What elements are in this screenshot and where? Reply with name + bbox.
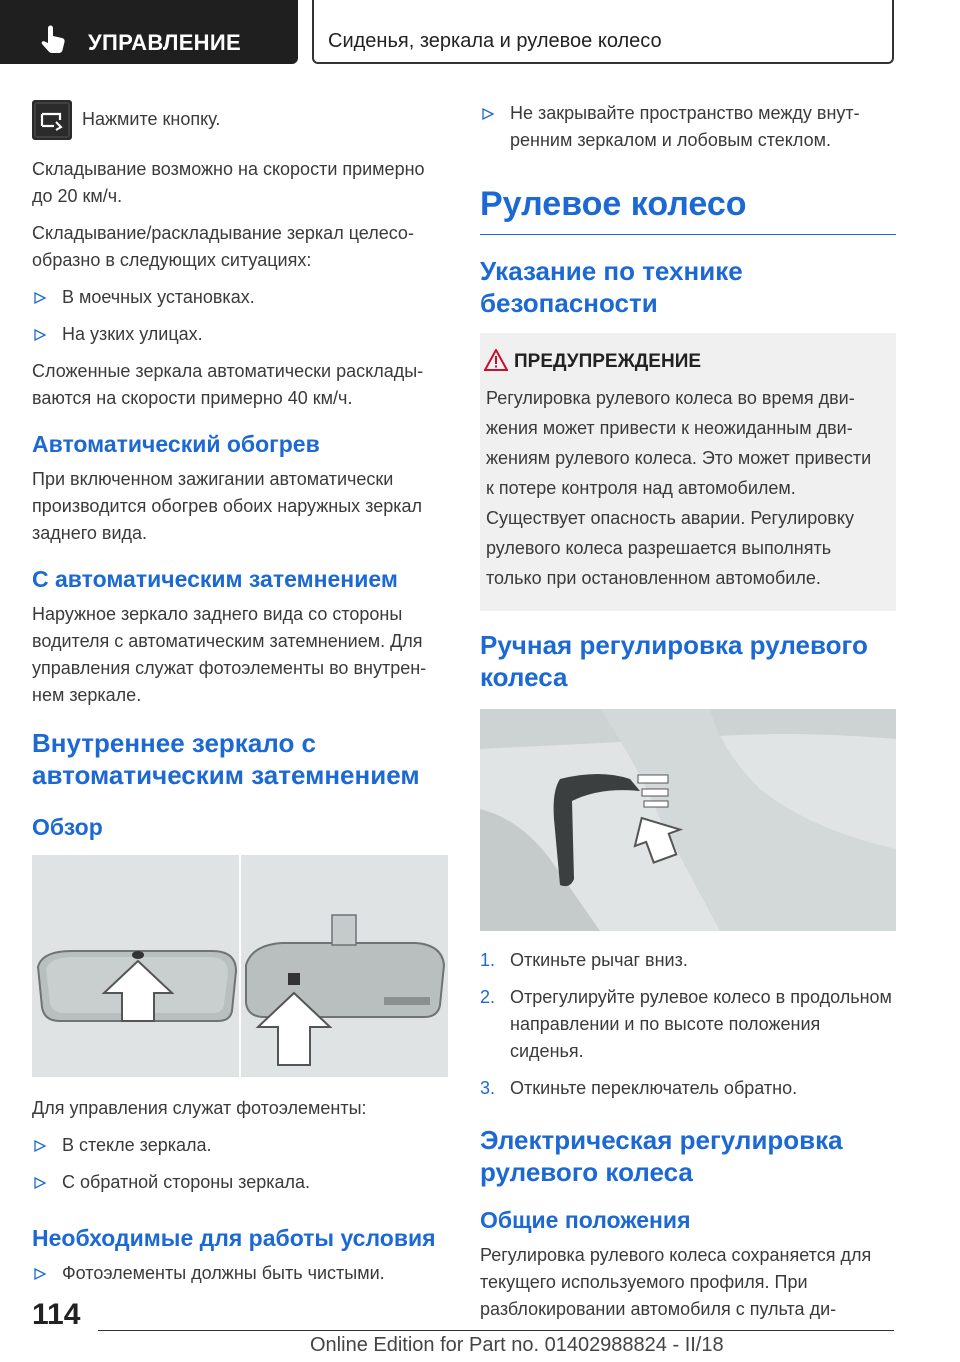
page-number: 114 [32, 1298, 81, 1331]
photo-cells-text: Для управления служат фотоэлементы: [32, 1098, 367, 1118]
heading-inner-mirror: Внутреннее зеркало с автоматическим затемнением [32, 728, 420, 790]
heading-steering-wheel: Рулевое колесо [480, 184, 896, 235]
list-item: 3. Откиньте переключатель обратно. [480, 1078, 798, 1098]
heading-dimming: С автоматическим затемнением [32, 566, 398, 592]
right-column [480, 100, 896, 1333]
header-section-tab [0, 0, 298, 64]
dimming-text: Наружное зеркало заднего вида со стороны водителя с автоматическим затемнением. Для управления служат фотоэлементы во внутреннем зеркале. [32, 604, 427, 705]
warning-triangle-icon [484, 349, 508, 371]
bullet-triangle-icon [34, 1268, 46, 1280]
heading-general: Общие положения [480, 1207, 691, 1233]
footer-edition: Online Edition for Part no. 01402988824 - II/18 [310, 1334, 724, 1356]
unfold-speed-text: Сложенные зеркала автоматически раскладываются на скорости примерно 40 км/ч. [32, 361, 424, 408]
fold-speed-text: Складывание возможно на скорости примерно до 20 км/ч. [32, 159, 425, 206]
header-chapter-label: Сиденья, зеркала и рулевое колесо [328, 30, 662, 52]
press-button-row [32, 100, 448, 140]
list-item: Фотоэлементы должны быть чистыми. [32, 1260, 448, 1287]
warning-text: Регулировка рулевого колеса во время движения может привести к неожиданным движениям рулевого колеса. Это может привести к потере контроля над автомобилем. Существует опасность аварии. Регулировку рулевого колеса разрешается выполнять только при остановленном автомобиле. [486, 388, 872, 588]
footer-rule [98, 1330, 894, 1331]
bullet-triangle-icon [34, 292, 46, 304]
heading-conditions: Необходимые для работы условия [32, 1225, 436, 1251]
heading-electric-adjust: Электрическая регулировка рулевого колеса [480, 1125, 843, 1187]
heading-manual-adjust: Ручная регулировка рулевого колеса [480, 630, 868, 692]
hand-icon [40, 24, 66, 54]
heading-overview: Обзор [32, 814, 103, 840]
header-chapter-tab [312, 0, 894, 64]
bullet-triangle-icon [34, 1140, 46, 1152]
steering-lever-illustration [480, 709, 896, 931]
header-section-label: УПРАВЛЕНИЕ [88, 30, 241, 55]
mirror-fold-button-icon [32, 100, 72, 140]
press-button-text: Нажмите кнопку. [82, 109, 221, 129]
general-text: Регулировка рулевого колеса сохраняется для текущего используемого профиля. При разблокировании автомобиля с пульта ди- [480, 1245, 872, 1319]
list-item: С обратной стороны зеркала. [32, 1169, 448, 1196]
mirror-illustration [32, 855, 448, 1077]
bullet-triangle-icon [34, 1177, 46, 1189]
bullet-triangle-icon [34, 329, 46, 341]
heading-heating: Автоматический обогрев [32, 431, 320, 457]
list-item: На узких улицах. [32, 321, 448, 348]
left-column [32, 100, 448, 1297]
bullet-triangle-icon [482, 108, 494, 120]
list-item: В моечных установках. [32, 284, 448, 311]
heating-text: При включенном зажигании автоматически производится обогрев обоих наружных зеркал заднего вида. [32, 469, 423, 543]
list-item: В стекле зеркала. [32, 1132, 448, 1159]
warning-title: ПРЕДУПРЕЖДЕНИЕ [514, 349, 882, 375]
list-item: Не закрывайте пространство между внутренним зеркалом и лобовым стеклом. [480, 100, 896, 154]
warning-box [480, 333, 896, 611]
list-item: 2. Отрегулируйте рулевое колесо в продольном направлении и по высоте положения сиденья. [480, 987, 892, 1061]
heading-safety: Указание по технике безопасности [480, 256, 743, 318]
fold-situations-text: Складывание/раскладывание зеркал целесообразно в следующих ситуациях: [32, 223, 414, 270]
list-item: 1. Откиньте рычаг вниз. [480, 950, 688, 970]
